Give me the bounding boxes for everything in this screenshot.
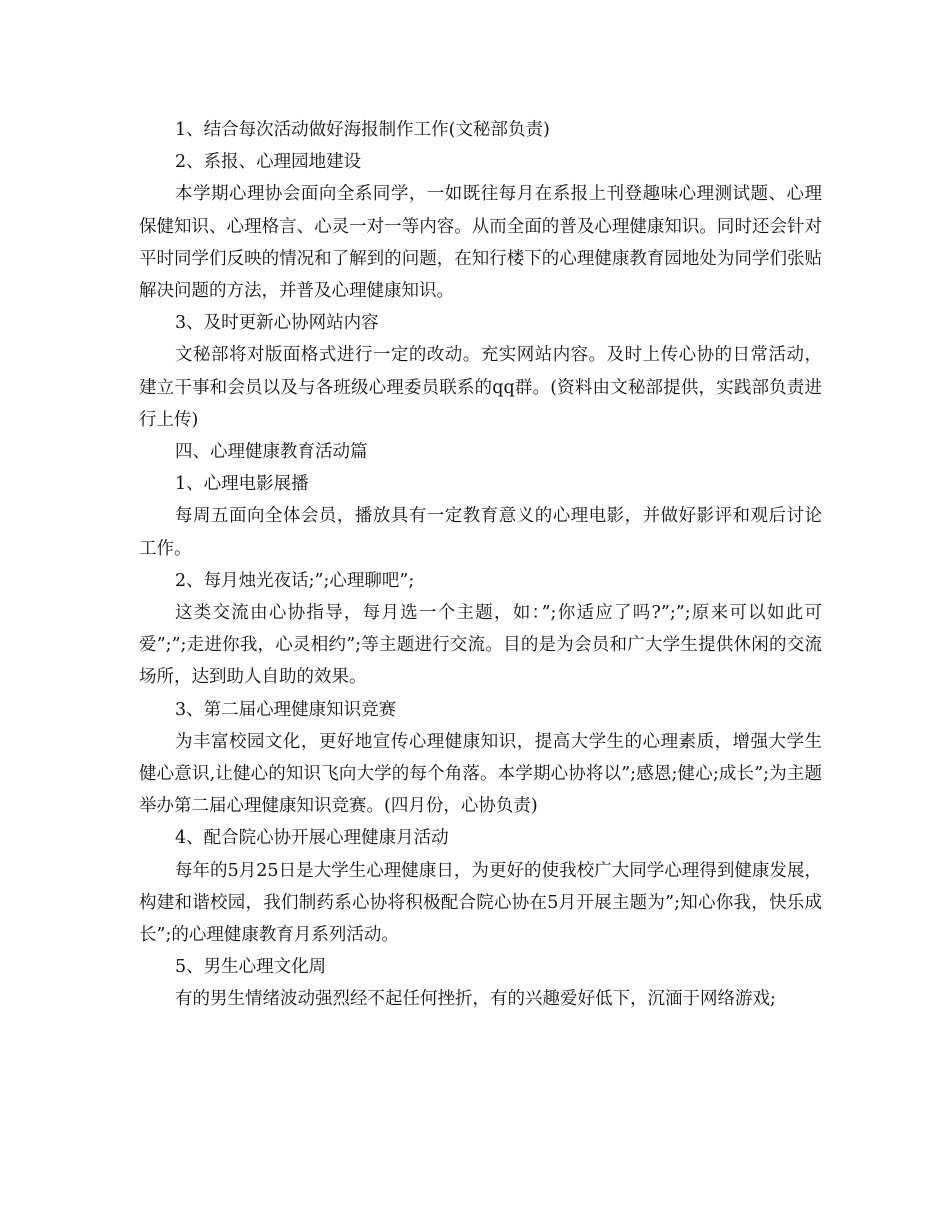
paragraph-candlelight-body: 这类交流由心协指导，每月选一个主题，如：”;你适应了吗?”;”;原来可以如此可爱”;”;走进你我，心灵相约”;等主题进行交流。目的是为会员和广大学生提供休闲的交流场所，达到助人自助的效果。 xyxy=(139,603,822,688)
document-body xyxy=(139,114,822,1016)
paragraph-website-body: 文秘部将对版面格式进行一定的改动。充实网站内容。及时上传心协的日常活动，建立干事和会员以及与各班级心理委员联系的qq群。(资料由文秘部提供，实践部负责进行上传) xyxy=(139,345,822,430)
paragraph-contest-body: 为丰富校园文化，更好地宣传心理健康知识，提高大学生的心理素质，增强大学生健心意识,让健心的知识飞向大学的每个角落。本学期心协将以”;感恩;健心;成长”;为主题举办第二届心理健康知识竞赛。(四月份，心协负责) xyxy=(139,731,822,817)
list-item-health-month: 4、配合院心协开展心理健康月活动 xyxy=(175,828,449,849)
list-item-contest: 3、第二届心理健康知识竞赛 xyxy=(175,699,397,720)
paragraph-male-week-body: 有的男生情绪波动强烈经不起任何挫折，有的兴趣爱好低下，沉湎于网络游戏; xyxy=(175,989,776,1010)
list-item-poster: 1、结合每次活动做好海报制作工作(文秘部负责) xyxy=(175,120,550,140)
paragraph-newsletter-body: 本学期心理协会面向全系同学，一如既往每月在系报上刊登趣味心理测试题、心理保健知识、心理格言、心灵一对一等内容。从而全面的普及心理健康知识。同时还会针对平时同学们反映的情况和了解到的问题，在知行楼下的心理健康教育园地处为同学们张贴解决问题的方法，并普及心理健康知识。 xyxy=(139,184,822,302)
list-item-website: 3、及时更新心协网站内容 xyxy=(175,313,379,334)
list-item-newsletter: 2、系报、心理园地建设 xyxy=(175,152,362,173)
paragraph-health-month-body: 每年的5月25日是大学生心理健康日，为更好的使我校广大同学心理得到健康发展，构建和谐校园，我们制药系心协将积极配合院心协在5月开展主题为”;知心你我，快乐成长”;的心理健康教育月系列活动。 xyxy=(139,860,822,946)
list-item-male-week: 5、男生心理文化周 xyxy=(175,957,327,978)
section-heading-activities: 四、心理健康教育活动篇 xyxy=(175,442,368,463)
list-item-candlelight: 2、每月烛光夜话;”;心理聊吧”; xyxy=(175,570,415,591)
list-item-movie: 1、心理电影展播 xyxy=(175,474,309,495)
paragraph-movie-body: 每周五面向全体会员，播放具有一定教育意义的心理电影，并做好影评和观后讨论工作。 xyxy=(139,506,822,559)
